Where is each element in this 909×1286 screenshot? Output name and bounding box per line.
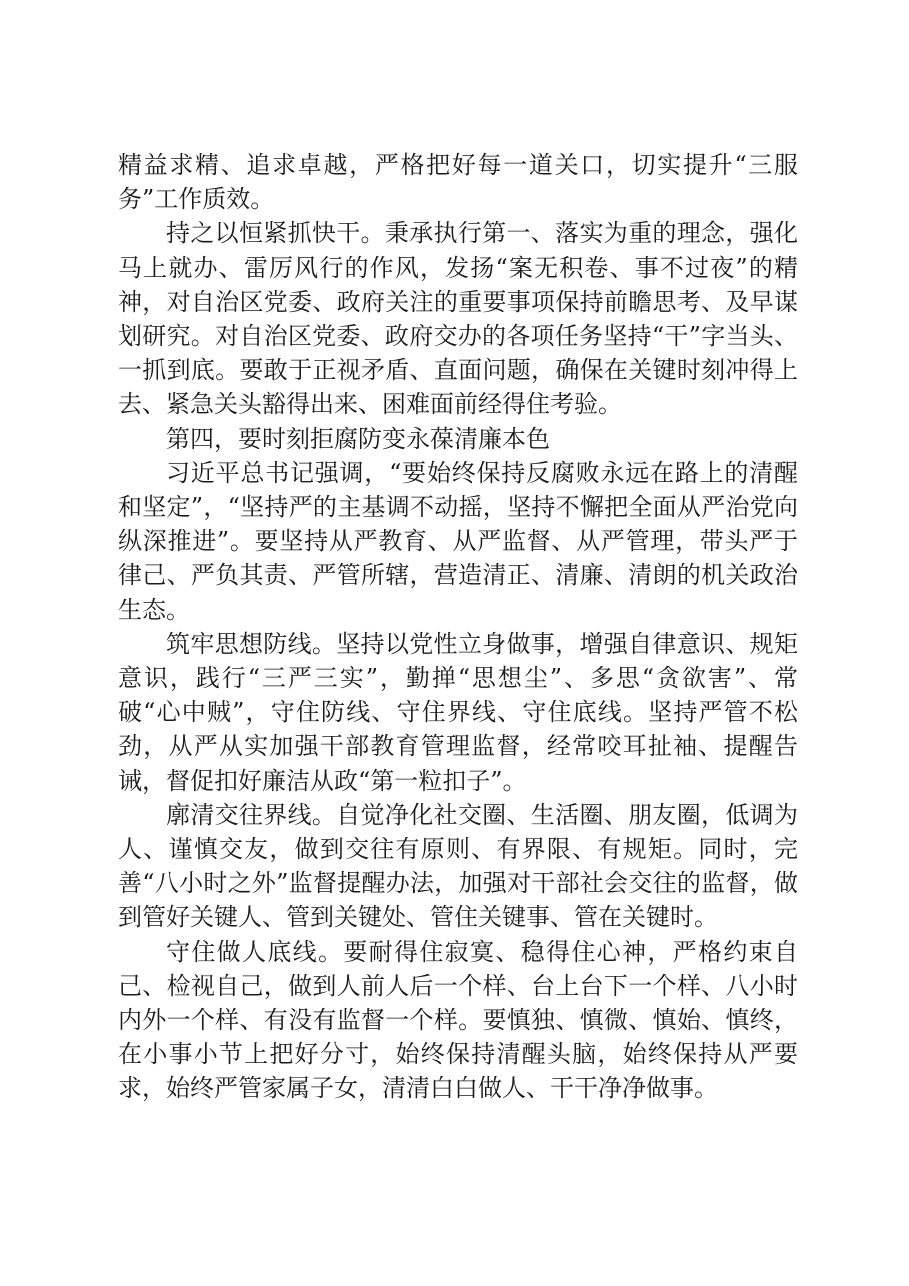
paragraph-quote: 习近平总书记强调，“要始终保持反腐败永远在路上的清醒和坚定”，“坚持严的主基调不动摇，坚持不懈把全面从严治党向纵深推进”。要坚持从严教育、从严监督、从严管理，带头严于律己、严负其责、严管所辖，营造清正、清廉、清朗的机关政治生态。 xyxy=(118,458,798,624)
section-heading-fourth: 第四，要时刻拒腐防变永葆清廉本色 xyxy=(166,424,550,453)
paragraph-persistence: 持之以恒紧抓快干。秉承执行第一、落实为重的理念，强化马上就办、雷厉风行的作风，发扬“案无积卷、事不过夜”的精神，对自治区党委、政府关注的重要事项保持前瞻思考、及早谋划研究。对自治区党委、政府交办的各项任务坚持“干”字当头、一抓到底。要敢于正视矛盾、直面问题，确保在关键时刻冲得上去、紧急关头豁得出来、困难面前经得住考验。 xyxy=(118,219,798,419)
document-body xyxy=(118,148,798,1106)
paragraph-bottom-line: 守住做人底线。要耐得住寂寞、稳得住心神，严格约束自己、检视自己，做到人前人后一个样、台上台下一个样、八小时内外一个样、有没有监督一个样。要慎独、慎微、慎始、慎终，在小事小节上把好分寸，始终保持清醒头脑，始终保持从严要求，始终严管家属子女，清清白白做人、干干净净做事。 xyxy=(118,937,798,1103)
paragraph-ideological-defense: 筑牢思想防线。坚持以党性立身做事，增强自律意识、规矩意识，践行“三严三实”，勤掸“思想尘”、多思“贪欲害”、常破“心中贼”，守住防线、守住界线、守住底线。坚持严管不松劲，从严从实加强干部教育管理监督，经常咬耳扯袖、提醒告诫，督促扣好廉洁从政“第一粒扣子”。 xyxy=(118,629,798,795)
paragraph-social-boundary: 廓清交往界线。自觉净化社交圈、生活圈、朋友圈，低调为人、谨慎交友，做到交往有原则、有界限、有规矩。同时，完善“八小时之外”监督提醒办法，加强对干部社会交往的监督，做到管好关键人、管到关键处、管住关键事、管在关键时。 xyxy=(118,800,798,932)
paragraph-continuation: 精益求精、追求卓越，严格把好每一道关口，切实提升“三服务”工作质效。 xyxy=(118,151,798,214)
